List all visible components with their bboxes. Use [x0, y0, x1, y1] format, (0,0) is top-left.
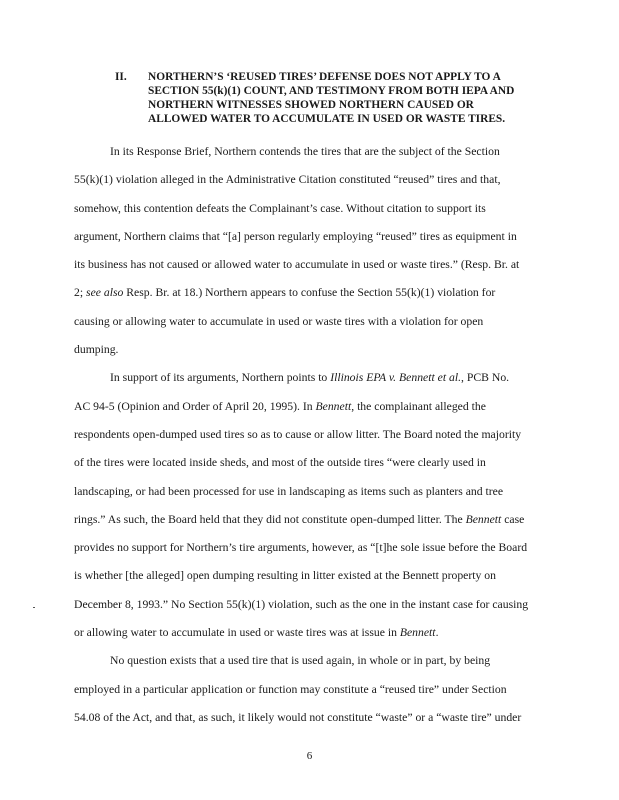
section-number: II.	[115, 71, 127, 83]
text-line: In its Response Brief, Northern contends the tires that are the subject of the Section	[110, 145, 500, 158]
text-line: landscaping, or had been processed for use in landscaping as items such as planters and tree	[74, 484, 504, 498]
document-body	[74, 138, 554, 732]
section-title-line: NORTHERN’S ‘REUSED TIRES’ DEFENSE DOES NOT APPLY TO A	[148, 71, 501, 83]
section-title	[148, 70, 548, 126]
paragraph-bennett	[74, 364, 554, 647]
text-line: provides no support for Northern’s tire arguments, however, as “[t]he sole issue before the Board	[74, 541, 528, 555]
paragraph-response-brief	[74, 138, 554, 364]
paragraph-reused-tire	[74, 647, 554, 732]
section-title-line: SECTION 55(k)(1) COUNT, AND TESTIMONY FROM BOTH IEPA AND	[148, 85, 515, 97]
text-line: AC 94-5 (Opinion and Order of April 20, 1995). In Bennett, the complainant alleged the	[74, 399, 486, 413]
page-number: 6	[306, 750, 313, 762]
text-line: causing or allowing water to accumulate in used or waste tires with a violation for open	[74, 314, 484, 328]
text-line: is whether [the alleged] open dumping resulting in litter existed at the Bennett property on	[74, 569, 496, 583]
text-line: In support of its arguments, Northern points to Illinois EPA v. Bennett et al., PCB No.	[110, 371, 510, 385]
text-line: its business has not caused or allowed water to accumulate in used or waste tires.” (Resp. Br. at	[74, 258, 520, 272]
section-title-line: NORTHERN WITNESSES SHOWED NORTHERN CAUSED OR	[148, 99, 474, 111]
margin-mark	[33, 607, 35, 608]
text-line: somehow, this contention defeats the Complainant’s case. Without citation to support its	[74, 201, 486, 215]
text-line: December 8, 1993.” No Section 55(k)(1) violation, such as the one in the instant case for causing	[74, 597, 529, 611]
text-line: dumping.	[74, 343, 119, 357]
text-line: No question exists that a used tire that is used again, in whole or in part, by being	[110, 654, 491, 668]
text-line: respondents open-dumped used tires so as to cause or allow litter. The Board noted the majority	[74, 427, 522, 441]
text-line: rings.” As such, the Board held that they did not constitute open-dumped litter. The Bennett case	[74, 512, 525, 526]
text-line: or allowing water to accumulate in used or waste tires was at issue in Bennett.	[74, 626, 439, 640]
section-title-line: ALLOWED WATER TO ACCUMULATE IN USED OR WASTE TIRES.	[148, 113, 506, 125]
text-line: 55(k)(1) violation alleged in the Administrative Citation constituted “reused” tires and that,	[74, 173, 501, 187]
text-line: 2; see also Resp. Br. at 18.) Northern appears to confuse the Section 55(k)(1) violation for	[74, 286, 496, 300]
text-line: argument, Northern claims that “[a] person regularly employing “reused” tires as equipment in	[74, 229, 517, 243]
text-line: of the tires were located inside sheds, and most of the outside tires “were clearly used in	[74, 456, 486, 470]
text-line: 54.08 of the Act, and that, as such, it likely would not constitute “waste” or a “waste tire” under	[74, 710, 522, 724]
text-line: employed in a particular application or function may constitute a “reused tire” under Section	[74, 682, 507, 696]
